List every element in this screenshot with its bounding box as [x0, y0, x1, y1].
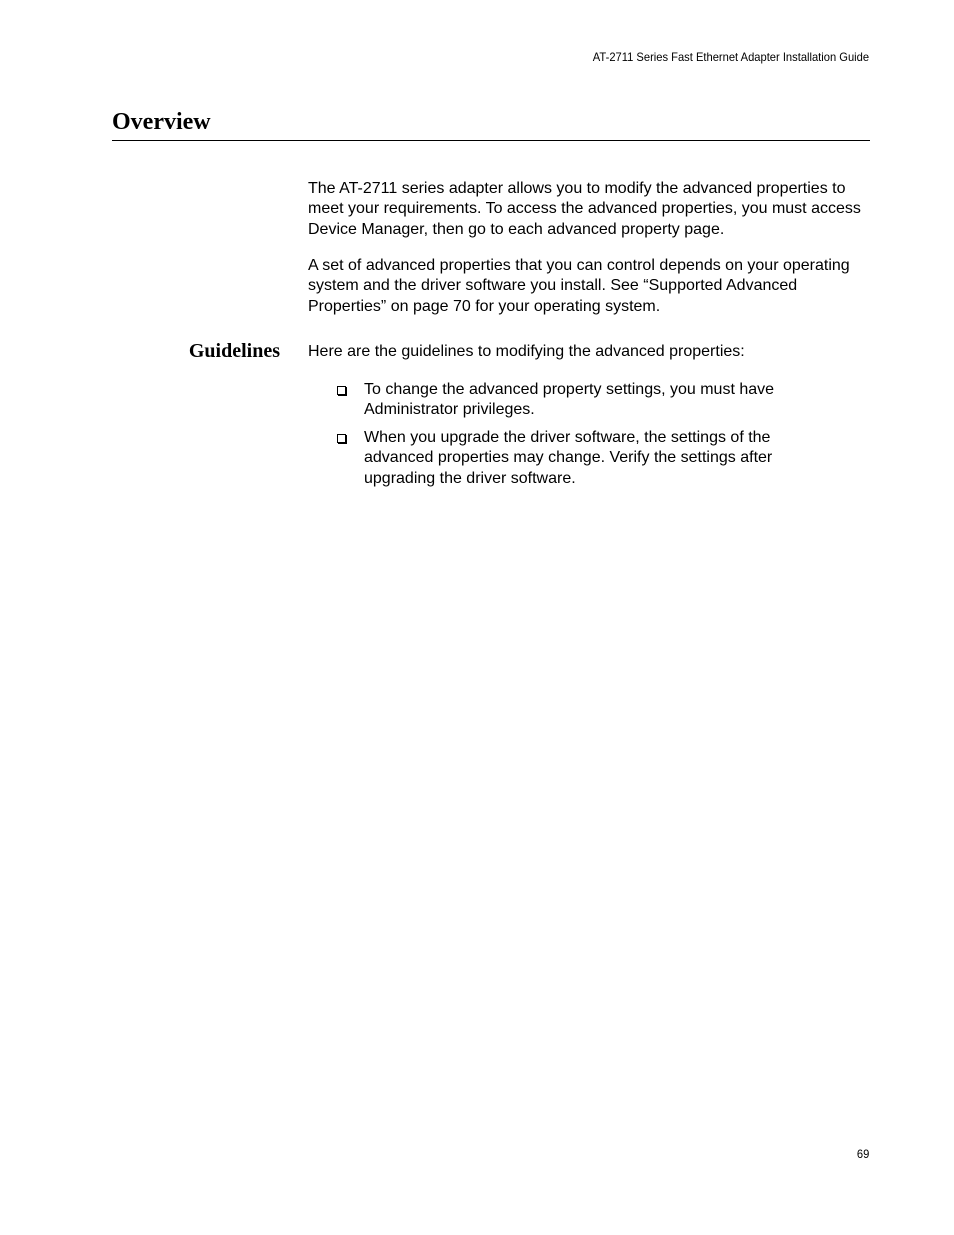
section-title: Overview — [112, 109, 211, 135]
checkbox-bullet-icon — [337, 434, 346, 443]
running-header: AT-2711 Series Fast Ethernet Adapter Installation Guide — [592, 50, 869, 64]
intro-paragraph-2: A set of advanced properties that you can control depends on your operating system and the driver software you install. See “Supported Advanced Properties” on page 70 for your operating system. — [308, 257, 850, 315]
list-item-text: When you upgrade the driver software, the settings of the advanced properties may change. Verify the settings after upgrading the driver software. — [364, 429, 773, 487]
list-item-text: To change the advanced property settings, you must have Administrator privileges. — [364, 381, 775, 419]
checkbox-bullet-icon — [337, 386, 346, 395]
title-divider — [112, 140, 870, 141]
list-item — [336, 380, 836, 421]
guidelines-heading: Guidelines — [188, 340, 280, 362]
page-number: 69 — [856, 1147, 869, 1161]
guidelines-list — [336, 380, 836, 496]
guidelines-lead: Here are the guidelines to modifying the advanced properties: — [308, 343, 745, 360]
intro-paragraph-1: The AT-2711 series adapter allows you to modify the advanced properties to meet your requirements. To access the advanced properties, you must access Device Manager, then go to each advanced property page. — [308, 180, 861, 238]
list-item — [336, 428, 836, 489]
